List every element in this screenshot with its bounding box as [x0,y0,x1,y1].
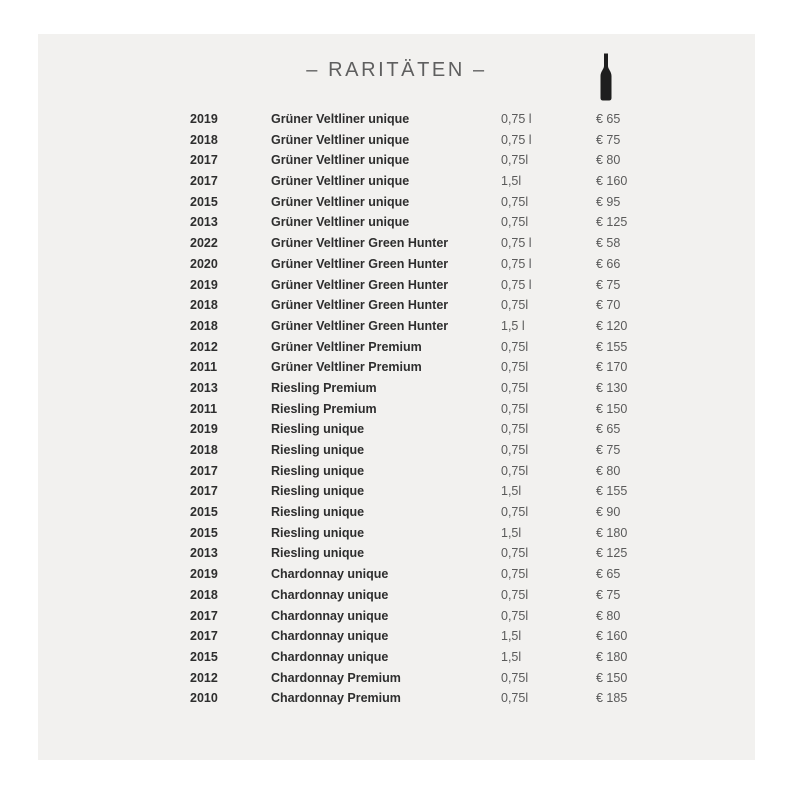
wine-name: Riesling unique [271,546,365,561]
wine-year: 2015 [190,505,218,520]
wine-price: € 150 [596,670,628,685]
bottle-size: 0,75l [501,360,529,375]
wine-year: 2017 [190,484,218,499]
wine-name: Chardonnay Premium [271,691,401,706]
bottle-size: 1,5 l [501,318,525,333]
wine-row [0,606,793,627]
wine-price: € 95 [596,194,621,209]
wine-row [0,233,793,254]
wine-year: 2018 [190,587,218,602]
wine-row [0,419,793,440]
wine-year: 2013 [190,546,218,561]
wine-year: 2017 [190,629,218,644]
wine-row [0,275,793,296]
bottle-size: 1,5l [501,525,522,540]
bottle-size: 0,75l [501,691,529,706]
wine-name: Grüner Veltliner unique [271,112,410,126]
wine-name: Chardonnay unique [271,629,389,644]
wine-year: 2011 [190,360,218,375]
bottle-size: 0,75l [501,298,529,313]
wine-price: € 70 [596,298,621,313]
wine-year: 2010 [190,691,218,706]
wine-price: € 75 [596,443,621,457]
wine-name: Riesling unique [271,525,365,540]
wine-row [0,564,793,585]
wine-row [0,668,793,689]
wine-year: 2019 [190,422,218,437]
wine-row [0,295,793,316]
wine-name: Chardonnay unique [271,649,389,664]
wine-year: 2017 [190,608,218,623]
wine-price: € 66 [596,256,621,271]
bottle-size: 0,75l [501,401,529,416]
wine-name: Grüner Veltliner unique [271,215,410,230]
wine-name: Grüner Veltliner Green Hunter [271,277,449,292]
wine-price: € 125 [596,215,628,230]
wine-price: € 125 [596,546,628,561]
bottle-size: 0,75 l [501,132,532,147]
wine-name: Grüner Veltliner unique [271,194,410,209]
wine-row [0,502,793,523]
wine-name: Riesling Premium [271,380,377,395]
bottle-size: 0,75l [501,567,529,582]
wine-row [0,688,793,709]
wine-year: 2017 [190,174,218,189]
wine-price: € 65 [596,422,621,437]
wine-price: € 155 [596,484,628,499]
bottle-size: 0,75 l [501,236,532,251]
wine-year: 2020 [190,256,218,271]
wine-year: 2013 [190,380,218,395]
bottle-size: 0,75l [501,422,529,437]
wine-name: Riesling unique [271,463,365,478]
wine-price: € 180 [596,649,628,664]
wine-year: 2012 [190,339,218,354]
wine-price: € 80 [596,153,621,168]
wine-price: € 160 [596,629,628,644]
wine-price: € 130 [596,380,628,395]
wine-price: € 75 [596,587,621,602]
wine-name: Chardonnay unique [271,567,389,582]
wine-row [0,647,793,668]
wine-year: 2015 [190,525,218,540]
bottle-size: 0,75l [501,339,529,354]
wine-year: 2017 [190,463,218,478]
wine-year: 2015 [190,649,218,664]
wine-row [0,461,793,482]
wine-name: Chardonnay Premium [271,670,401,685]
wine-name: Grüner Veltliner Green Hunter [271,256,449,271]
wine-price: € 155 [596,339,628,354]
wine-year: 2011 [190,401,218,416]
wine-name: Chardonnay unique [271,587,389,602]
wine-year: 2019 [190,277,218,292]
wine-name: Riesling unique [271,505,365,520]
wine-row [0,254,793,275]
bottle-size: 0,75l [501,153,529,168]
wine-row [0,626,793,647]
wine-name: Riesling Premium [271,401,377,416]
wine-price: € 185 [596,691,628,706]
wine-list [0,109,793,709]
bottle-size: 0,75l [501,194,529,209]
page-title: – RARITÄTEN – [306,59,487,81]
wine-year: 2019 [190,567,218,582]
wine-row [0,481,793,502]
wine-year: 2013 [190,215,218,230]
wine-row [0,378,793,399]
wine-row [0,337,793,358]
bottle-size: 1,5l [501,629,522,644]
wine-year: 2017 [190,153,218,168]
wine-row [0,150,793,171]
wine-price: € 75 [596,132,621,147]
wine-row [0,357,793,378]
bottle-size: 1,5l [501,484,522,499]
wine-name: Grüner Veltliner Premium [271,360,422,375]
wine-name: Chardonnay unique [271,608,389,623]
wine-price: € 80 [596,608,621,623]
wine-bottle-icon [598,53,614,101]
bottle-size: 0,75l [501,443,529,457]
wine-year: 2019 [190,112,218,126]
wine-row [0,130,793,151]
wine-name: Riesling unique [271,443,365,457]
wine-price: € 120 [596,318,628,333]
wine-price: € 65 [596,112,621,126]
wine-name: Grüner Veltliner Green Hunter [271,318,449,333]
wine-price: € 160 [596,174,628,189]
wine-name: Grüner Veltliner Green Hunter [271,236,449,251]
bottle-size: 0,75l [501,546,529,561]
wine-year: 2018 [190,298,218,313]
wine-price: € 80 [596,463,621,478]
wine-name: Grüner Veltliner Green Hunter [271,298,449,313]
wine-name: Grüner Veltliner Premium [271,339,422,354]
bottle-size: 0,75l [501,505,529,520]
bottle-size: 1,5l [501,649,522,664]
bottle-size: 0,75l [501,670,529,685]
wine-price: € 90 [596,505,621,520]
wine-year: 2012 [190,670,218,685]
wine-row [0,171,793,192]
bottle-size: 0,75 l [501,277,532,292]
wine-name: Grüner Veltliner unique [271,153,410,168]
wine-name: Riesling unique [271,422,365,437]
wine-name: Riesling unique [271,484,365,499]
wine-row [0,543,793,564]
wine-year: 2018 [190,318,218,333]
bottle-size: 0,75l [501,608,529,623]
bottle-size: 0,75 l [501,112,532,126]
bottle-size: 0,75 l [501,256,532,271]
wine-price: € 75 [596,277,621,292]
wine-row [0,212,793,233]
bottle-size: 0,75l [501,380,529,395]
wine-year: 2018 [190,443,218,457]
bottle-size: 0,75l [501,215,529,230]
wine-row [0,109,793,130]
wine-row [0,192,793,213]
wine-name: Grüner Veltliner unique [271,174,410,189]
wine-price: € 170 [596,360,628,375]
wine-row [0,585,793,606]
bottle-size: 1,5l [501,174,522,189]
wine-year: 2022 [190,236,218,251]
bottle-size: 0,75l [501,463,529,478]
wine-price: € 58 [596,236,621,251]
wine-year: 2015 [190,194,218,209]
wine-price: € 150 [596,401,628,416]
wine-name: Grüner Veltliner unique [271,132,410,147]
wine-price: € 65 [596,567,621,582]
wine-row [0,399,793,420]
wine-price: € 180 [596,525,628,540]
wine-year: 2018 [190,132,218,147]
wine-row [0,440,793,461]
wine-row [0,523,793,544]
wine-row [0,316,793,337]
bottle-size: 0,75l [501,587,529,602]
